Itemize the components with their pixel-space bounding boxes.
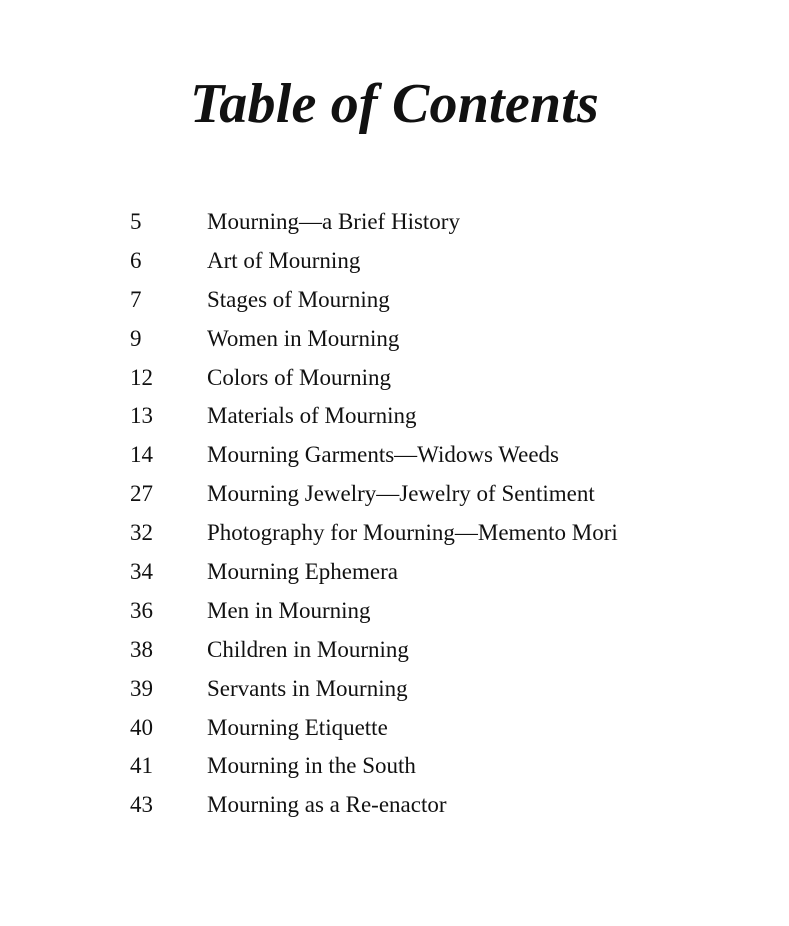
toc-page-number: 41 [130, 753, 153, 779]
toc-entry [130, 359, 750, 398]
toc-page-number: 27 [130, 481, 153, 507]
toc-entry-title: Mourning—a Brief History [207, 209, 460, 234]
toc-entry [130, 436, 750, 475]
toc-entry-title: Children in Mourning [207, 636, 409, 662]
toc-entry-title: Colors of Mourning [207, 364, 391, 390]
toc-entry-title: Photography for Mourning—Memento Mori [207, 520, 618, 546]
toc-entry [130, 475, 750, 514]
toc-page-number: 12 [130, 364, 153, 390]
toc-entry [130, 631, 750, 670]
toc-entry [130, 670, 750, 709]
toc-entry [130, 747, 750, 786]
toc-entry [130, 397, 750, 436]
toc-entry-title: Art of Mourning [207, 247, 361, 273]
toc-page-number: 7 [130, 286, 142, 312]
toc-entry-title: Mourning in the South [207, 753, 416, 779]
toc-page-number: 13 [130, 403, 153, 429]
toc-entry [130, 514, 750, 553]
toc-page-number: 36 [130, 597, 153, 623]
toc-entry [130, 320, 750, 359]
toc-page-number: 5 [130, 209, 142, 234]
toc-entry [130, 786, 750, 825]
toc-page-number: 43 [130, 792, 153, 818]
toc-entry-title: Servants in Mourning [207, 675, 408, 701]
toc-entry [130, 553, 750, 592]
toc-page-number: 39 [130, 675, 153, 701]
toc-entry [130, 592, 750, 631]
toc-entry [130, 203, 750, 242]
toc-page-number: 32 [130, 520, 153, 546]
page-title: Table of Contents [190, 73, 599, 135]
toc-entry-title: Stages of Mourning [207, 286, 390, 312]
toc-entry-title: Women in Mourning [207, 325, 400, 351]
toc-page-number: 14 [130, 442, 153, 468]
table-of-contents-list [130, 203, 750, 825]
toc-entry-title: Mourning Jewelry—Jewelry of Sentiment [207, 481, 595, 507]
toc-page-number: 9 [130, 325, 142, 351]
toc-entry-title: Mourning as a Re-enactor [207, 792, 447, 818]
toc-page-number: 6 [130, 247, 142, 273]
toc-page-number: 38 [130, 636, 153, 662]
toc-entry [130, 242, 750, 281]
toc-entry-title: Materials of Mourning [207, 403, 417, 429]
toc-entry-title: Mourning Etiquette [207, 714, 388, 740]
toc-entry-title: Mourning Garments—Widows Weeds [207, 442, 559, 468]
toc-entry-title: Men in Mourning [207, 597, 371, 623]
toc-entry [130, 709, 750, 748]
toc-page-number: 40 [130, 714, 153, 740]
toc-entry [130, 281, 750, 320]
toc-page-number: 34 [130, 559, 153, 585]
toc-entry-title: Mourning Ephemera [207, 559, 398, 585]
